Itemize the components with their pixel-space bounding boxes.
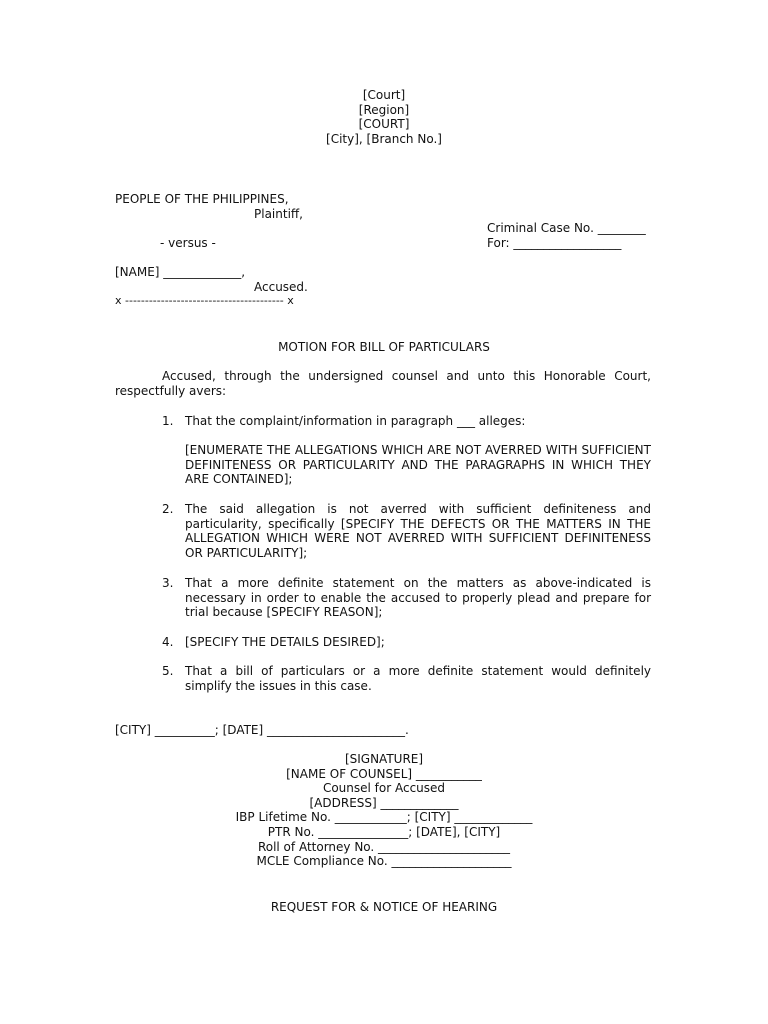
court-line: [Court]: [362, 88, 406, 102]
item-number: 2.: [162, 502, 174, 516]
mcle-line: MCLE Compliance No. ____________________: [256, 854, 512, 869]
plaintiff-label: Plaintiff,: [254, 207, 303, 221]
caption-divider: x ---------------------------------------- x: [115, 294, 294, 307]
counsel-name-line: [NAME OF COUNSEL] ___________: [286, 766, 482, 781]
intro-paragraph: Accused, through the undersigned counsel and unto this Honorable Court, respectfully avers:: [115, 369, 651, 398]
list-item: [0, 635, 768, 651]
signature-block: [0, 752, 768, 869]
court-header: [0, 88, 768, 146]
accused-label: Accused.: [254, 280, 308, 294]
motion-title-text: MOTION FOR BILL OF PARTICULARS: [278, 340, 490, 354]
region-line: [Region]: [358, 102, 410, 117]
city-date-line: [CITY] __________; [DATE] _______________________.: [115, 723, 409, 737]
case-for: For: __________________: [487, 236, 622, 250]
city-branch-line: [City], [Branch No.]: [326, 131, 442, 146]
item-number: 5.: [162, 664, 174, 678]
item-text: The said allegation is not averred with sufficient definiteness and particularity, specifically [SPECIFY THE DEFECTS OR THE MATTERS IN THE ALLEGATION WHICH WERE NOT AVERRED WITH SUFFICIENT DEFINITENESS OR PARTICULARITY];: [185, 502, 651, 560]
court-name-line: [COURT]: [358, 117, 410, 132]
criminal-case-no: Criminal Case No. ________: [487, 221, 646, 235]
item-text: That the complaint/information in paragraph ___ alleges:: [185, 414, 526, 428]
item-text: That a more definite statement on the matters as above-indicated is necessary in order to enable the accused to properly plead and prepare for trial because [SPECIFY REASON];: [185, 576, 651, 620]
list-item: [0, 443, 768, 487]
item-number: 4.: [162, 635, 174, 649]
motion-title: [0, 340, 768, 355]
list-item: [0, 414, 768, 430]
allegations-placeholder: [ENUMERATE THE ALLEGATIONS WHICH ARE NOT AVERRED WITH SUFFICIENT DEFINITENESS OR PARTICULARITY AND THE PARAGRAPHS IN WHICH THEY ARE CONTAINED];: [185, 443, 651, 487]
notice-heading-text: REQUEST FOR & NOTICE OF HEARING: [270, 900, 498, 914]
item-text: [SPECIFY THE DETAILS DESIRED];: [185, 635, 385, 649]
notice-heading: [0, 900, 768, 915]
signature-line: [SIGNATURE]: [344, 752, 424, 766]
item-number: 1.: [162, 414, 174, 428]
ibp-line: IBP Lifetime No. ____________; [CITY] _____________: [235, 810, 533, 825]
item-number: 3.: [162, 576, 174, 590]
roll-of-attorney-line: Roll of Attorney No. ______________________: [257, 839, 511, 854]
accused-name: [NAME] _____________,: [115, 265, 246, 279]
address-line: [ADDRESS] _____________: [309, 795, 459, 810]
versus-label: - versus -: [160, 236, 216, 250]
counsel-role-line: Counsel for Accused: [322, 781, 446, 796]
people-party: PEOPLE OF THE PHILIPPINES,: [115, 192, 289, 206]
ptr-line: PTR No. _______________; [DATE], [CITY]: [267, 824, 501, 839]
item-text: That a bill of particulars or a more definite statement would definitely simplify the issues in this case.: [185, 664, 651, 693]
